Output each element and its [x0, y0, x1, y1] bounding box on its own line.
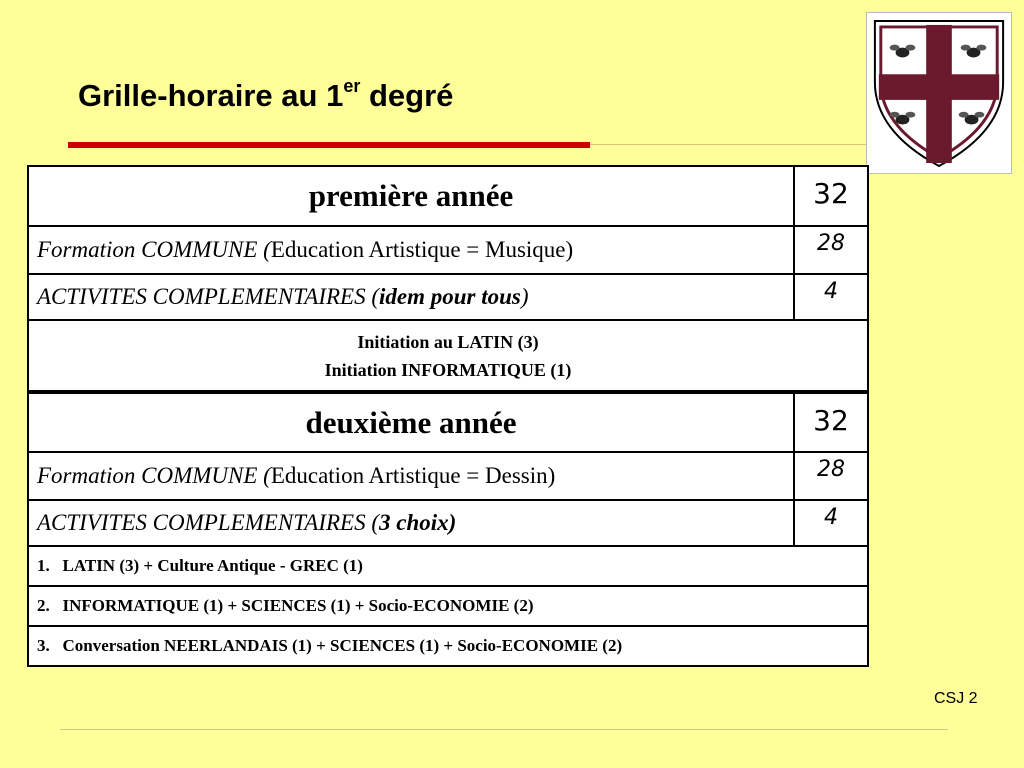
year2-choice-1 [28, 546, 868, 586]
year1-commune-row [28, 226, 868, 274]
choice-number: 3. [37, 636, 50, 655]
year2-commune-label [28, 452, 794, 500]
year2-complementaires-label [28, 500, 794, 546]
school-crest-logo [866, 12, 1012, 174]
year1-option-informatique: Initiation INFORMATIQUE (1) [324, 359, 572, 380]
year1-option-latin: Initiation au LATIN (3) [357, 331, 539, 352]
year1-commune-prefix: Formation COMMUNE ( [37, 237, 271, 262]
year2-commune-hours: 28 [794, 452, 868, 500]
year1-complementaires-label [28, 274, 794, 320]
year1-complementaires-detail: idem pour tous [379, 284, 521, 309]
footer-divider-line [60, 729, 948, 730]
year2-complementaires-row [28, 500, 868, 546]
year2-heading: deuxième année [28, 392, 794, 452]
year2-choice-3 [28, 626, 868, 666]
title-main: Grille-horaire au 1 [78, 78, 344, 113]
year2-commune-prefix: Formation COMMUNE ( [37, 463, 271, 488]
year2-complementaires-prefix: ACTIVITES COMPLEMENTAIRES ( [37, 510, 379, 535]
title-superscript: er [343, 76, 361, 96]
year2-choice-2 [28, 586, 868, 626]
year1-complementaires-suffix: ) [520, 284, 529, 309]
year2-choice-row [28, 626, 868, 666]
choice-number: 2. [37, 596, 50, 615]
title-underline-bar [68, 142, 590, 148]
year1-commune-hours: 28 [794, 226, 868, 274]
year1-options-row [28, 320, 868, 392]
year1-options-cell [28, 320, 868, 392]
slide-title [78, 78, 453, 114]
year2-commune-row [28, 452, 868, 500]
choice-number: 1. [37, 556, 50, 575]
year2-choice-row [28, 546, 868, 586]
choice-text: LATIN (3) + Culture Antique - GREC (1) [62, 556, 363, 575]
title-end: degré [360, 78, 454, 113]
year1-total-hours: 32 [794, 166, 868, 226]
choice-text: Conversation NEERLANDAIS (1) + SCIENCES (1) + Socio-ECONOMIE (2) [62, 636, 623, 655]
year2-complementaires-detail: 3 choix) [379, 510, 457, 535]
year1-complementaires-hours: 4 [794, 274, 868, 320]
slide-footer-label: CSJ 2 [934, 690, 978, 707]
year1-commune-label [28, 226, 794, 274]
year1-header-row [28, 166, 868, 226]
year1-complementaires-row [28, 274, 868, 320]
year1-complementaires-prefix: ACTIVITES COMPLEMENTAIRES ( [37, 284, 379, 309]
schedule-table [27, 165, 869, 667]
year2-choice-row [28, 586, 868, 626]
year2-header-row [28, 392, 868, 452]
title-divider-line [590, 144, 870, 145]
year2-commune-detail: Education Artistique = Dessin) [270, 463, 556, 488]
year1-heading: première année [28, 166, 794, 226]
crest-shield-icon [867, 13, 1011, 173]
year1-commune-detail: Education Artistique = Musique) [270, 237, 574, 262]
year2-total-hours: 32 [794, 392, 868, 452]
choice-text: INFORMATIQUE (1) + SCIENCES (1) + Socio-ECONOMIE (2) [62, 596, 534, 615]
year2-complementaires-hours: 4 [794, 500, 868, 546]
